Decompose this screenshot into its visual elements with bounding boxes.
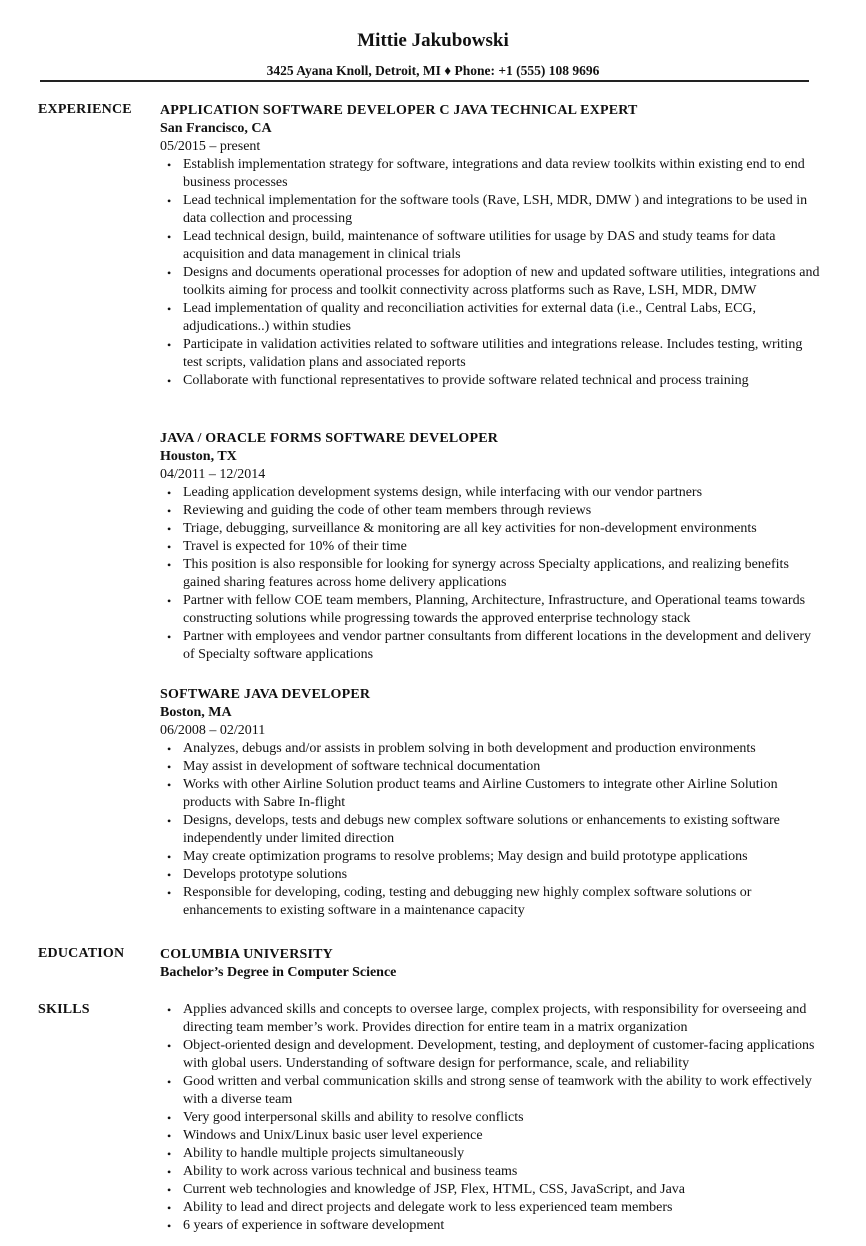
- job-dates: 05/2015 – present: [160, 139, 261, 154]
- list-item: [160, 336, 820, 372]
- bullet-icon: •: [167, 1129, 172, 1143]
- list-item: [160, 592, 820, 628]
- skills-entry: [160, 1001, 820, 1235]
- list-item: [160, 1073, 820, 1109]
- list-item: [160, 300, 820, 336]
- bullet-text: Collaborate with functional representatives to provide software related technical and process training: [183, 373, 749, 388]
- list-item: [160, 192, 820, 228]
- bullet-icon: •: [167, 868, 172, 882]
- bullet-icon: •: [167, 266, 172, 280]
- bullet-text: May create optimization programs to resolve problems; May design and build prototype applications: [183, 849, 748, 864]
- list-item: [160, 1199, 820, 1217]
- bullet-text: Good written and verbal communication skills and strong sense of teamwork with the ability to work effectively with a diverse team: [183, 1074, 812, 1107]
- bullet-icon: •: [167, 194, 172, 208]
- job-bullet-list: [160, 740, 820, 920]
- bullet-text: Lead implementation of quality and reconciliation activities for external data (i.e., Central Labs, ECG, adjudications..) within studies: [183, 301, 757, 334]
- list-item: [160, 228, 820, 264]
- bullet-text: Windows and Unix/Linux basic user level experience: [183, 1128, 483, 1143]
- bullet-text: Develops prototype solutions: [183, 867, 348, 882]
- bullet-icon: •: [167, 778, 172, 792]
- list-item: [160, 1127, 820, 1145]
- bullet-icon: •: [167, 630, 172, 644]
- bullet-icon: •: [167, 302, 172, 316]
- experience-heading: EXPERIENCE: [38, 102, 132, 117]
- bullet-icon: •: [167, 486, 172, 500]
- bullet-text: Lead technical implementation for the software tools (Rave, LSH, MDR, DMW ) and integrations to be used in data collection and processing: [183, 193, 808, 226]
- bullet-text: Lead technical design, build, maintenance of software utilities for usage by DAS and study teams for data acquisition and data management in clinical trials: [183, 229, 776, 262]
- bullet-text: Participate in validation activities related to software utilities and integrations release. Includes testing, writing test scripts, validation plans and associated reports: [183, 337, 803, 370]
- job-entry: [160, 102, 820, 390]
- bullet-text: Applies advanced skills and concepts to oversee large, complex projects, with responsibility for overseeing and directing team member’s work. Provides direction for entire team in a matrix organization: [183, 1002, 807, 1035]
- bullet-text: Object-oriented design and development. Development, testing, and deployment of customer-facing applications with global users. Understanding of software design for performance, scale, and reliability: [183, 1038, 815, 1071]
- candidate-name: Mittie Jakubowski: [357, 30, 509, 51]
- bullet-text: Very good interpersonal skills and ability to resolve conflicts: [183, 1110, 524, 1125]
- list-item: [160, 156, 820, 192]
- list-item: [160, 758, 820, 776]
- list-item: [160, 776, 820, 812]
- bullet-text: 6 years of experience in software development: [183, 1218, 445, 1233]
- bullet-icon: •: [167, 742, 172, 756]
- bullet-icon: •: [167, 1075, 172, 1089]
- bullet-icon: •: [167, 540, 172, 554]
- bullet-text: Ability to handle multiple projects simultaneously: [183, 1146, 465, 1161]
- bullet-icon: •: [167, 1183, 172, 1197]
- bullet-icon: •: [167, 1201, 172, 1215]
- bullet-icon: •: [167, 1039, 172, 1053]
- bullet-icon: •: [167, 1147, 172, 1161]
- list-item: [160, 1163, 820, 1181]
- bullet-icon: •: [167, 522, 172, 536]
- bullet-text: Reviewing and guiding the code of other team members through reviews: [183, 503, 592, 518]
- list-item: [160, 812, 820, 848]
- job-entry: [160, 686, 820, 920]
- job-title: JAVA / ORACLE FORMS SOFTWARE DEVELOPER: [160, 431, 499, 446]
- list-item: [160, 740, 820, 758]
- bullet-icon: •: [167, 338, 172, 352]
- job-dates: 06/2008 – 02/2011: [160, 723, 266, 738]
- list-item: [160, 538, 820, 556]
- list-item: [160, 884, 820, 920]
- bullet-icon: •: [167, 886, 172, 900]
- education-entry: [160, 946, 820, 982]
- job-entry: [160, 430, 820, 664]
- bullet-text: Partner with employees and vendor partner consultants from different locations in the development and delivery of Specialty software applications: [183, 629, 811, 662]
- bullet-icon: •: [167, 1003, 172, 1017]
- list-item: [160, 264, 820, 300]
- job-title: SOFTWARE JAVA DEVELOPER: [160, 687, 371, 702]
- bullet-icon: •: [167, 230, 172, 244]
- bullet-text: Leading application development systems design, while interfacing with our vendor partners: [183, 485, 703, 500]
- bullet-text: Triage, debugging, surveillance & monitoring are all key activities for non-development environments: [183, 521, 757, 536]
- bullet-icon: •: [167, 158, 172, 172]
- list-item: [160, 628, 820, 664]
- list-item: [160, 484, 820, 502]
- bullet-text: Current web technologies and knowledge of JSP, Flex, HTML, CSS, JavaScript, and Java: [183, 1182, 685, 1197]
- bullet-icon: •: [167, 504, 172, 518]
- bullet-icon: •: [167, 760, 172, 774]
- list-item: [160, 520, 820, 538]
- bullet-text: May assist in development of software technical documentation: [183, 759, 541, 774]
- list-item: [160, 1217, 820, 1235]
- bullet-icon: •: [167, 1219, 172, 1233]
- bullet-icon: •: [167, 558, 172, 572]
- skills-bullet-list: [160, 1001, 820, 1235]
- bullet-text: Analyzes, debugs and/or assists in problem solving in both development and production environments: [183, 741, 756, 756]
- school-name: COLUMBIA UNIVERSITY: [160, 947, 333, 962]
- bullet-icon: •: [167, 814, 172, 828]
- header-divider: [40, 80, 809, 82]
- list-item: [160, 556, 820, 592]
- bullet-text: Ability to work across various technical and business teams: [183, 1164, 518, 1179]
- job-title: APPLICATION SOFTWARE DEVELOPER C JAVA TECHNICAL EXPERT: [160, 103, 638, 118]
- job-location: San Francisco, CA: [160, 121, 272, 136]
- list-item: [160, 1181, 820, 1199]
- bullet-icon: •: [167, 850, 172, 864]
- bullet-text: Designs and documents operational processes for adoption of new and updated software utilities, integrations and toolkits aiming for process and toolkit connectivity across platforms such as Rave, LSH, MDR, DMW: [183, 265, 820, 298]
- bullet-text: Works with other Airline Solution product teams and Airline Customers to integrate other Airline Solution products with Sabre In-flight: [183, 777, 778, 810]
- bullet-icon: •: [167, 1111, 172, 1125]
- bullet-text: Ability to lead and direct projects and delegate work to less experienced team members: [183, 1200, 673, 1215]
- job-dates: 04/2011 – 12/2014: [160, 467, 266, 482]
- skills-heading: SKILLS: [38, 1002, 90, 1017]
- contact-line: 3425 Ayana Knoll, Detroit, MI ♦ Phone: +1 (555) 108 9696: [266, 63, 600, 78]
- list-item: [160, 848, 820, 866]
- list-item: [160, 1037, 820, 1073]
- job-bullet-list: [160, 156, 820, 390]
- list-item: [160, 1145, 820, 1163]
- job-location: Houston, TX: [160, 449, 237, 464]
- degree-name: Bachelor’s Degree in Computer Science: [160, 965, 397, 980]
- job-location: Boston, MA: [160, 705, 232, 720]
- list-item: [160, 372, 820, 390]
- bullet-icon: •: [167, 374, 172, 388]
- list-item: [160, 1109, 820, 1127]
- job-bullet-list: [160, 484, 820, 664]
- education-heading: EDUCATION: [38, 946, 125, 961]
- bullet-icon: •: [167, 1165, 172, 1179]
- list-item: [160, 866, 820, 884]
- bullet-icon: •: [167, 594, 172, 608]
- list-item: [160, 1001, 820, 1037]
- bullet-text: Designs, develops, tests and debugs new complex software solutions or enhancements to existing software independently under limited direction: [183, 813, 780, 846]
- bullet-text: This position is also responsible for looking for synergy across Specialty applications, and realizing benefits gained sharing features across home delivery applications: [183, 557, 789, 590]
- list-item: [160, 502, 820, 520]
- bullet-text: Travel is expected for 10% of their time: [183, 539, 407, 554]
- bullet-text: Establish implementation strategy for software, integrations and data review toolkits within existing end to end business processes: [183, 157, 805, 190]
- bullet-text: Responsible for developing, coding, testing and debugging new highly complex software solutions or enhancements to existing software in a maintenance capacity: [183, 885, 752, 918]
- bullet-text: Partner with fellow COE team members, Planning, Architecture, Infrastructure, and Operational teams towards constructing solutions while progressing towards the approved enterprise technology stack: [183, 593, 806, 626]
